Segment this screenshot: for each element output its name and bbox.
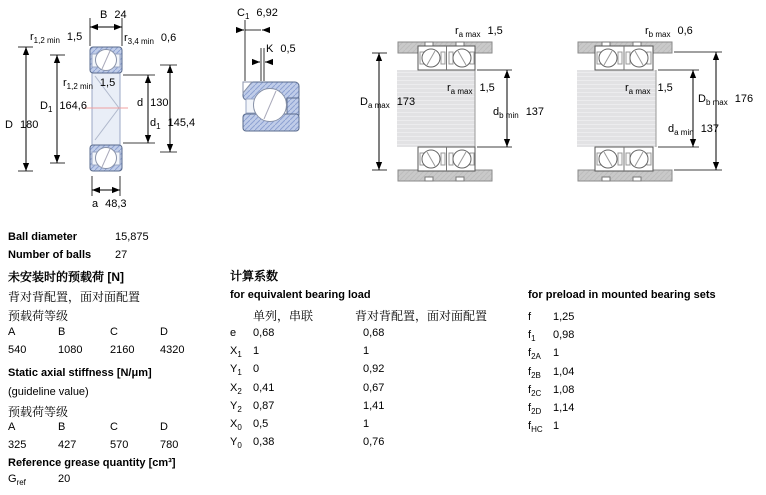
ball-diameter-row [8,231,149,243]
dim-label-D: D 180 [5,119,39,131]
dim-label-ra-max-mid: $r_{a max}$ 1,5 [447,82,495,97]
table-row: $Y_1$ 0 0,92 [230,363,385,378]
dim-label-Db-max: $D_{b max}$ 176 [698,93,754,108]
table-row: $X_2$ 0,41 0,67 [230,382,385,397]
dim-label-d1: $d_1$ 145,4 [150,117,196,132]
preload-unmounted-subtitle: 背对背配置，面对面配置 [8,290,141,304]
table-row: $X_0$ 0,5 1 [230,418,370,433]
grease-quantity-row: $G_{ref}$ 20 [8,473,71,488]
grease-quantity-value: 20 [58,473,71,485]
table-row: $f_1$ 0,98 [528,329,575,344]
table-row: $f_{2B}$ 1,04 [528,366,575,381]
table-row: $f_{2A}$ 1 [528,347,560,362]
number-of-balls-label: Number of balls [8,249,92,261]
dim-label-K: K 0,5 [266,43,296,55]
figure-mounted-set-left [372,42,512,181]
table-row: $f_{HC}$ 1 [528,420,560,435]
dim-label-d: d 130 [137,97,169,109]
dim-label-db-min: $d_{b min}$ 137 [493,106,545,121]
table-row: $X_1$ 1 1 [230,345,370,360]
dim-label-rb-max: $r_{b max}$ 0,6 [645,25,693,40]
stiffness-class-header-row: A B C D [8,421,168,433]
number-of-balls-value: 27 [115,249,128,261]
dim-label-da-min: $d_{a min}$ 137 [668,123,720,138]
preload-unmounted-class-label: 预载荷等级 [8,309,69,323]
preload-values-row: 540 1080 2160 4320 [8,344,185,356]
dim-label-B: B 24 [100,9,127,21]
dim-label-ra-max-top: $r_{a max}$ 1,5 [455,25,503,40]
dim-label-ra-max-fig4: $r_{a max}$ 1,5 [625,82,673,97]
table-row: e 0,68 0,68 [230,327,385,339]
static-stiffness-title: Static axial stiffness [N/μm] [8,367,152,379]
dim-label-r12-top: $r_{1,2 min}$ 1,5 [30,31,83,46]
col-single-tandem: 单列，串联 [253,309,314,323]
figure-mounted-set-right [577,42,722,181]
static-stiffness-class-label: 预载荷等级 [8,405,69,419]
table-row: $f_{2D}$ 1,14 [528,402,575,417]
static-stiffness-subtitle: (guideline value) [8,386,89,398]
number-of-balls-row [8,249,127,261]
col-back-to-back: 背对背配置，面对面配置 [355,309,488,323]
preload-sets-title: for preload in mounted bearing sets [528,289,716,301]
calc-factors-title: 计算系数 [230,269,279,283]
table-row: $f_{2C}$ 1,08 [528,384,575,399]
equivalent-load-title: for equivalent bearing load [230,289,371,301]
equivalent-load-header-row [230,307,487,324]
dim-label-Da-max: $D_{a max}$ 173 [360,96,416,111]
dim-label-a: a 48,3 [92,198,127,210]
preload-unmounted-title: 未安装时的预载荷 [N] [8,270,124,284]
table-row: $Y_2$ 0,87 1,41 [230,400,385,415]
grease-quantity-title: Reference grease quantity [cm³] [8,457,176,469]
stiffness-values-row: 325 427 570 780 [8,439,179,451]
preload-class-header-row: A B C D [8,326,168,338]
ball-diameter-label: Ball diameter [8,231,78,243]
table-row: f 1,25 [528,311,575,323]
dim-label-r12-mid: $r_{1,2 min}$ 1,5 [63,77,116,92]
table-row: $Y_0$ 0,38 0,76 [230,436,385,451]
dim-label-D1: $D_1$ 164,6 [40,100,87,115]
dim-label-r34: $r_{3,4 min}$ 0,6 [124,32,177,47]
dim-label-C1: $C_1$ 6,92 [237,7,278,22]
figure-detail-c1-k [236,20,299,131]
ball-diameter-value: 15,875 [115,231,149,243]
